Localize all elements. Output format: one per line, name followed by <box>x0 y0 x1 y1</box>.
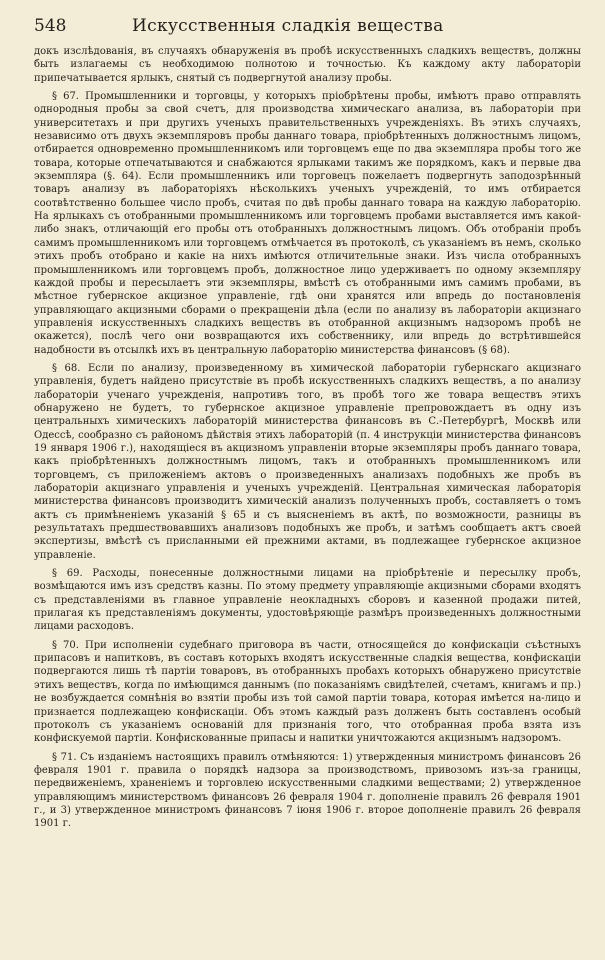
running-title: Искусственныя сладкія вещества <box>132 16 444 36</box>
page-header <box>34 16 581 42</box>
page-body <box>34 45 581 831</box>
paragraph-section-69: § 69. Расходы, понесенные должностными лицами на пріобрѣтеніе и пересылку пробъ, возмѣщаются имъ изъ средствъ казны. По этому предмету управляющіе акцизными сборами входятъ съ представленіями въ главное управленіе неокладныхъ сборовъ и казенной продажи питей, прилагая къ представленіямъ документы, удостовѣряющіе размѣръ произведенныхъ должностными лицами расходовъ. <box>34 568 581 633</box>
paragraph-section-67: § 67. Промышленники и торговцы, у которыхъ пріобрѣтены пробы, имѣютъ право отправлять однородныя пробы за свой счетъ, для производства химическаго анализа, въ лабораторіи при университетахъ и при другихъ ученыхъ правительственныхъ учрежденіяхъ. Въ этихъ случаяхъ, независимо отъ двухъ экземпляровъ пробы даннаго товара, пріобрѣтенныхъ должностнымъ лицомъ, отбирается одновременно промышленникомъ или торговцемъ еще по два экземпляра пробы того же товара, которые отпечатываются и снабжаются ярлыками такимъ же порядкомъ, какъ и первые два экземпляра (§. 64). Если промышленникъ или торговецъ пожелаетъ подвергнуть заподозрѣнный товаръ анализу въ лабораторіяхъ нѣсколькихъ ученыхъ учрежденій, то имъ отбирается соотвѣтственно большее число пробъ, считая по двѣ пробы даннаго товара на каждую лабораторію. На ярлыкахъ съ отобранными промышленникомъ или торговцемъ пробами выставляется имъ какой-либо знакъ, отличающій его пробы отъ отобранныхъ должностнымъ лицомъ. Объ отобраніи пробъ самимъ промышленникомъ или торговцемъ отмѣчается въ протоколѣ, съ указаніемъ въ немъ, сколько этихъ пробъ отобрано и какіе на нихъ имѣются отличительные знаки. Изъ числа отобранныхъ промышленникомъ или торговцемъ пробъ, должностное лицо удерживаетъ по одному экземпляру каждой пробы и пересылаетъ эти экземпляры, вмѣстѣ съ отобранными имъ самимъ пробами, въ мѣстное губернское акцизное управленіе, гдѣ они хранятся или впредь до постановленія управляющаго акцизными сборами о прекращеніи дѣла (если по анализу въ лабораторіи акцизнаго управленія искусственныхъ сладкихъ веществъ въ отобранной акцизнымъ надзоромъ пробѣ не окажется), послѣ чего они возвращаются ихъ собственнику, или впредь до встрѣтившейся надобности въ отсылкѣ ихъ въ центральную лабораторію министерства финансовъ (§ 68). <box>34 91 581 356</box>
paragraph-section-68: § 68. Если по анализу, произведенному въ химической лабораторіи губернскаго акцизнаго управленія, будетъ найдено присутствіе въ пробѣ искусственныхъ сладкихъ веществъ, а по анализу лабораторіи ученаго учрежденія, напротивъ того, въ пробѣ того же товара веществъ этихъ обнаружено не будетъ, то губернское акцизное управленіе препровождаетъ въ одну изъ центральныхъ химическихъ лабораторій министерства финансовъ въ С.-Петербургѣ, Москвѣ или Одессѣ, сообразно съ райономъ дѣйствія этихъ лабораторій (п. 4 инструкціи министерства финансовъ 19 января 1906 г.), находящіеся въ акцизномъ управленіи вторые экземпляры пробъ даннаго товара, какъ пріобрѣтенныхъ должностнымъ лицомъ, такъ и отобранныхъ промышленникомъ или торговцемъ, съ приложеніемъ актовъ о произведенныхъ анализахъ подобныхъ же пробъ въ лабораторіи акцизнаго управленія и ученыхъ учрежденій. Центральная химическая лабораторія министерства финансовъ производитъ химическій анализъ полученныхъ пробъ, составляетъ о томъ актъ съ примѣненіемъ указаній § 65 и съ выясненіемъ въ актѣ, по возможности, разницы въ результатахъ предшествовавшихъ анализовъ подобныхъ же пробъ, и затѣмъ сообщаетъ актъ своей экспертизы, вмѣстѣ съ присланными ей прежними актами, въ подлежащее губернское акцизное управленіе. <box>34 362 581 561</box>
paragraph-section-71: § 71. Съ изданіемъ настоящихъ правилъ отмѣняются: 1) утвержденныя министромъ финансовъ 26 февраля 1901 г. правила о порядкѣ надзора за производствомъ, привозомъ изъ-за границы, передвиженіемъ, храненіемъ и торговлею искусственными сладкими веществами; 2) утвержденное управляющимъ министерствомъ финансовъ 26 февраля 1904 г. дополненіе правилъ 26 февраля 1901 г., и 3) утвержденное министромъ финансовъ 7 іюня 1906 г. второе дополненіе правилъ 26 февраля 1901 г. <box>34 751 581 830</box>
paragraph-continuation: докъ изслѣдованія, въ случаяхъ обнаруженія въ пробѣ искусственныхъ сладкихъ веществъ, должны быть излагаемы съ необходимою полнотою и точностью. Къ каждому акту лабораторіи припечатывается ярлыкъ, снятый съ подвергнутой анализу пробы. <box>34 46 581 84</box>
paragraph-section-70: § 70. При исполненіи судебнаго приговора въ части, относящейся до конфискаціи съѣстныхъ припасовъ и напитковъ, въ составъ которыхъ входятъ искусственные сладкія вещества, конфискаціи подвергаются лишь тѣ партіи товаровъ, въ отобранныхъ пробахъ которыхъ обнаружено присутствіе этихъ веществъ, когда по имѣющимся даннымъ (по показаніямъ свидѣтелей, счетамъ, книгамъ и пр.) не возбуждается сомнѣнія во взятіи пробы изъ той самой партіи товара, которая имѣется на-лицо и признается подлежащею конфискаціи. Объ этомъ каждый разъ долженъ быть составленъ особый протоколъ съ указаніемъ основаній для признанія того, что отобранная проба взята изъ конфискуемой партіи. Конфискованные припасы и напитки уничтожаются акцизнымъ надзоромъ. <box>34 639 581 745</box>
page-number: 548 <box>34 16 67 36</box>
